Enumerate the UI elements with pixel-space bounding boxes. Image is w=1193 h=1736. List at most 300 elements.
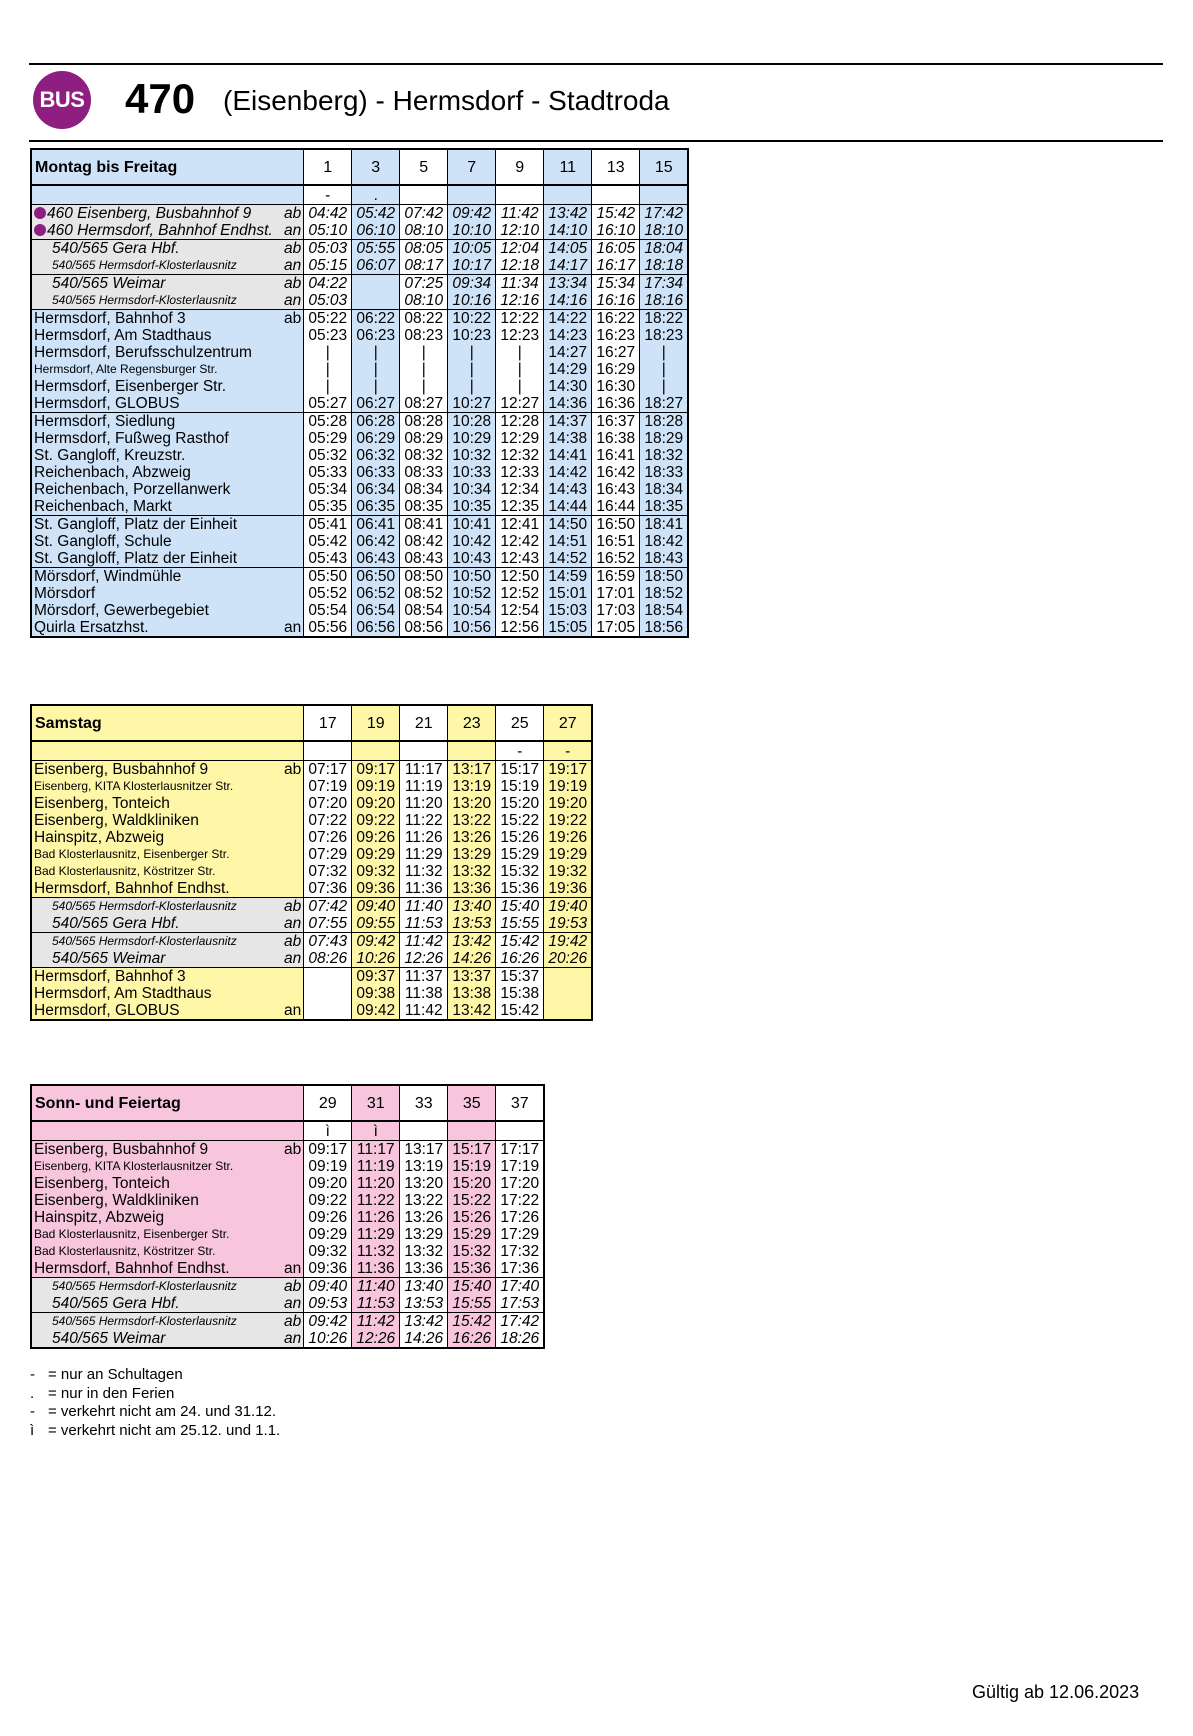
arrival-departure-flag: ab [283,240,304,258]
time-cell: 18:29 [640,430,689,447]
table-header-row [31,705,592,741]
time-cell: 10:34 [448,481,496,498]
stop-name [31,915,283,933]
time-cell: 10:27 [448,395,496,413]
time-cell: 12:22 [496,310,544,328]
time-cell: 07:17 [304,761,352,779]
stop-name: Eisenberg, KITA Klosterlausnitzer Str. [31,1158,283,1175]
time-cell: 08:10 [400,292,448,310]
stop-name-text: 540/565 Hermsdorf-Klosterlausnitz [52,1314,237,1328]
trip-mark [400,185,448,205]
time-cell: 16:23 [592,327,640,344]
time-cell: 12:28 [496,413,544,431]
time-cell: 15:03 [544,602,592,619]
table-row [31,880,592,898]
time-cell: 06:52 [352,585,400,602]
stop-name: Hermsdorf, Fußweg Rasthof [31,430,283,447]
table-row [31,915,592,933]
trip-number: 21 [400,705,448,741]
time-cell: 07:29 [304,846,352,863]
time-cell: 12:56 [496,619,544,637]
validity-note: Gültig ab 12.06.2023 [972,1682,1140,1702]
arrival-departure-flag [283,413,304,431]
time-cell: 16:05 [592,240,640,258]
time-cell: 12:52 [496,585,544,602]
time-cell: 11:38 [400,985,448,1002]
time-cell: 17:17 [496,1141,545,1159]
stop-name: Eisenberg, Busbahnhof 9 [31,1141,283,1159]
time-cell: 08:52 [400,585,448,602]
time-cell: 11:40 [352,1278,400,1296]
time-cell: 16:38 [592,430,640,447]
time-cell: 13:26 [448,829,496,846]
table-title: Sonn- und Feiertag [31,1085,304,1121]
stop-name: Hermsdorf, Bahnhof Endhst. [31,1260,283,1278]
arrival-departure-flag [283,1192,304,1209]
time-cell: 14:23 [544,327,592,344]
time-cell: | [640,344,689,361]
time-cell: | [352,344,400,361]
stop-name [31,205,283,223]
time-cell: 17:32 [496,1243,545,1260]
stop-name: St. Gangloff, Platz der Einheit [31,550,283,568]
time-cell: 18:04 [640,240,689,258]
time-cell: 16:37 [592,413,640,431]
time-cell: 14:10 [544,222,592,240]
time-cell: 06:29 [352,430,400,447]
stop-name-text: 540/565 Hermsdorf-Klosterlausnitz [52,934,237,948]
time-cell: 16:42 [592,464,640,481]
page-header [33,71,1153,137]
time-cell: 07:22 [304,812,352,829]
marks-label-cell [31,741,304,761]
stop-name: Hermsdorf, GLOBUS [31,1002,283,1020]
time-cell: 14:38 [544,430,592,447]
time-cell: 16:17 [592,257,640,275]
table-row [31,846,592,863]
time-cell: 09:26 [304,1209,352,1226]
time-cell: 19:26 [544,829,593,846]
time-cell: 10:10 [448,222,496,240]
time-cell: 06:42 [352,533,400,550]
time-cell: 09:40 [352,898,400,916]
time-cell: 13:42 [400,1313,448,1331]
trip-number: 5 [400,149,448,185]
stop-name: Mörsdorf [31,585,283,602]
time-cell: 09:20 [352,795,400,812]
time-cell: 05:29 [304,430,352,447]
time-cell: 15:19 [448,1158,496,1175]
footnote-text: = verkehrt nicht am 24. und 31.12. [48,1403,277,1420]
stop-name: Eisenberg, Tonteich [31,1175,283,1192]
time-cell: 09:29 [304,1226,352,1243]
time-cell: 14:17 [544,257,592,275]
time-cell: 05:54 [304,602,352,619]
header-rule [29,140,1163,142]
stop-name-text: 540/565 Gera Hbf. [52,915,180,932]
time-cell: 06:56 [352,619,400,637]
trip-mark [400,1121,448,1141]
time-cell: 09:22 [304,1192,352,1209]
arrival-departure-flag [283,829,304,846]
time-cell: 10:54 [448,602,496,619]
time-cell: 10:33 [448,464,496,481]
table-row [31,1243,544,1260]
time-cell: 14:44 [544,498,592,516]
time-cell: 15:20 [448,1175,496,1192]
stop-name: Eisenberg, KITA Klosterlausnitzer Str. [31,778,283,795]
table-row [31,1002,592,1020]
stop-name: St. Gangloff, Schule [31,533,283,550]
time-cell: 13:19 [448,778,496,795]
time-cell: 13:36 [400,1260,448,1278]
arrival-departure-flag [283,812,304,829]
time-cell: 09:17 [304,1141,352,1159]
arrival-departure-flag [283,447,304,464]
time-cell: 12:35 [496,498,544,516]
time-cell: 17:42 [496,1313,545,1331]
time-cell: 05:42 [304,533,352,550]
time-cell: 04:42 [304,205,352,223]
trip-number: 9 [496,149,544,185]
table-row [31,778,592,795]
time-cell: 11:20 [400,795,448,812]
time-cell: 06:50 [352,568,400,586]
time-cell: 14:27 [544,344,592,361]
arrival-departure-flag [283,516,304,534]
time-cell: 16:44 [592,498,640,516]
time-cell: 13:40 [448,898,496,916]
table-row [31,447,688,464]
time-cell: 17:20 [496,1175,545,1192]
arrival-departure-flag: an [283,950,304,968]
time-cell: 17:05 [592,619,640,637]
time-cell: 10:05 [448,240,496,258]
time-cell: 14:26 [448,950,496,968]
table-row [31,1313,544,1331]
time-cell: 05:03 [304,292,352,310]
time-cell: 15:37 [496,968,544,986]
arrival-departure-flag [283,361,304,378]
arrival-departure-flag [283,795,304,812]
table-row [31,430,688,447]
time-cell: 11:22 [352,1192,400,1209]
time-cell: 17:29 [496,1226,545,1243]
stop-name: Hermsdorf, Bahnhof 3 [31,310,283,328]
time-cell: 18:28 [640,413,689,431]
stop-name [31,292,283,310]
time-cell: 09:32 [304,1243,352,1260]
trip-mark: - [304,185,352,205]
table-row [31,327,688,344]
stop-name [31,222,283,240]
arrival-departure-flag [283,395,304,413]
time-cell: 08:05 [400,240,448,258]
time-cell: 10:50 [448,568,496,586]
time-cell: | [352,378,400,395]
time-cell: 05:35 [304,498,352,516]
time-cell: 06:27 [352,395,400,413]
time-cell: 11:20 [352,1175,400,1192]
time-cell: | [400,344,448,361]
table-row [31,585,688,602]
trip-mark [544,185,592,205]
arrival-departure-flag: ab [283,933,304,951]
table-header-row [31,149,688,185]
time-cell: 17:19 [496,1158,545,1175]
time-cell: 12:33 [496,464,544,481]
stop-name-text: 540/565 Weimar [52,950,166,967]
trip-mark [592,185,640,205]
stop-name-text: 460 Eisenberg, Busbahnhof 9 [47,205,252,222]
table-row [31,413,688,431]
time-cell: 15:19 [496,778,544,795]
arrival-departure-flag [283,968,304,986]
marks-label-cell [31,185,304,205]
arrival-departure-flag: an [283,292,304,310]
trip-mark [448,741,496,761]
route-title: (Eisenberg) - Hermsdorf - Stadtroda [223,85,670,116]
time-cell: 16:22 [592,310,640,328]
time-cell: 06:23 [352,327,400,344]
time-cell: 19:22 [544,812,593,829]
stop-name: Bad Klosterlausnitz, Köstritzer Str. [31,1243,283,1260]
time-cell: 15:34 [592,275,640,293]
time-cell: | [448,361,496,378]
trip-number: 33 [400,1085,448,1121]
trip-mark [448,1121,496,1141]
table-row [31,361,688,378]
time-cell: 15:36 [448,1260,496,1278]
time-cell: 07:36 [304,880,352,898]
time-cell: 09:32 [352,863,400,880]
arrival-departure-flag [283,481,304,498]
time-cell: 17:34 [640,275,689,293]
trip-number: 19 [352,705,400,741]
time-cell: 12:50 [496,568,544,586]
stop-name: St. Gangloff, Platz der Einheit [31,516,283,534]
time-cell: 19:19 [544,778,593,795]
table-row [31,1141,544,1159]
time-cell: 15:38 [496,985,544,1002]
trip-mark [352,741,400,761]
time-cell: 08:34 [400,481,448,498]
time-cell: 15:29 [448,1226,496,1243]
time-cell: 19:17 [544,761,593,779]
time-cell: 15:42 [496,933,544,951]
time-cell: 15:26 [448,1209,496,1226]
time-cell: 10:41 [448,516,496,534]
time-cell: 12:26 [400,950,448,968]
time-cell: 08:29 [400,430,448,447]
table-row [31,240,688,258]
time-cell: 12:23 [496,327,544,344]
time-cell: 13:40 [400,1278,448,1296]
time-cell: 09:38 [352,985,400,1002]
time-cell: 16:10 [592,222,640,240]
arrival-departure-flag [283,568,304,586]
stop-name: Hermsdorf, Siedlung [31,413,283,431]
time-cell: 12:16 [496,292,544,310]
trip-mark [400,741,448,761]
trip-number: 1 [304,149,352,185]
footnote [30,1403,280,1422]
time-cell: | [400,378,448,395]
trip-mark: ì [304,1121,352,1141]
time-cell: 16:29 [592,361,640,378]
time-cell: 09:37 [352,968,400,986]
time-cell: 14:43 [544,481,592,498]
stop-name [31,275,283,293]
table-row [31,1278,544,1296]
time-cell: 15:55 [448,1295,496,1313]
trip-number: 35 [448,1085,496,1121]
trip-mark [304,741,352,761]
arrival-departure-flag: ab [283,310,304,328]
time-cell: 09:17 [352,761,400,779]
time-cell: 08:26 [304,950,352,968]
time-cell: 12:27 [496,395,544,413]
time-cell: | [496,344,544,361]
time-cell: 08:32 [400,447,448,464]
time-cell: 16:36 [592,395,640,413]
time-cell: 10:26 [352,950,400,968]
time-cell: 13:42 [544,205,592,223]
stop-name-text: 460 Hermsdorf, Bahnhof Endhst. [47,222,273,239]
stop-name: Hermsdorf, Bahnhof 3 [31,968,283,986]
time-cell: 11:36 [400,880,448,898]
table-row [31,968,592,986]
time-cell: 12:10 [496,222,544,240]
trip-mark [496,185,544,205]
time-cell: 18:42 [640,533,689,550]
time-cell: 06:41 [352,516,400,534]
time-cell: 09:22 [352,812,400,829]
time-cell: 06:54 [352,602,400,619]
time-cell: 09:19 [304,1158,352,1175]
footnote [30,1366,280,1385]
time-cell: 19:36 [544,880,593,898]
time-cell: 10:22 [448,310,496,328]
trip-marks-row [31,185,688,205]
time-cell: 11:32 [352,1243,400,1260]
trip-mark [496,1121,545,1141]
table-row [31,498,688,516]
time-cell: 11:17 [400,761,448,779]
table-row [31,1175,544,1192]
table-header-row [31,1085,544,1121]
time-cell: 12:43 [496,550,544,568]
table-row [31,516,688,534]
time-cell: 09:34 [448,275,496,293]
time-cell: | [304,361,352,378]
time-cell: 06:35 [352,498,400,516]
time-cell: | [352,361,400,378]
time-cell: 10:26 [304,1330,352,1348]
time-cell: 15:36 [496,880,544,898]
time-cell: 13:29 [448,846,496,863]
arrival-departure-flag [283,464,304,481]
time-cell: 08:27 [400,395,448,413]
stop-name: Reichenbach, Abzweig [31,464,283,481]
table-row [31,602,688,619]
table-row [31,1295,544,1313]
time-cell: 11:29 [352,1226,400,1243]
time-cell: 11:22 [400,812,448,829]
time-cell: 07:20 [304,795,352,812]
table-title: Samstag [31,705,304,741]
stop-name-text: 540/565 Weimar [52,1330,166,1347]
time-cell: 13:36 [448,880,496,898]
time-cell: 12:26 [352,1330,400,1348]
table-row [31,933,592,951]
arrival-departure-flag [283,1243,304,1260]
time-cell: 05:28 [304,413,352,431]
trip-number: 37 [496,1085,545,1121]
stop-name [31,898,283,916]
table-row [31,378,688,395]
time-cell: 08:54 [400,602,448,619]
arrival-departure-flag [283,585,304,602]
footnote [30,1422,280,1441]
time-cell: 18:56 [640,619,689,637]
time-cell: 10:35 [448,498,496,516]
time-cell: 11:34 [496,275,544,293]
arrival-departure-flag: an [283,1295,304,1313]
time-cell: 17:36 [496,1260,545,1278]
marks-label-cell [31,1121,304,1141]
arrival-departure-flag: an [283,257,304,275]
arrival-departure-flag: ab [283,898,304,916]
time-cell: 15:22 [448,1192,496,1209]
footnote-text: = nur in den Ferien [48,1384,175,1402]
time-cell: 09:42 [448,205,496,223]
time-cell: 18:50 [640,568,689,586]
time-cell: 14:16 [544,292,592,310]
time-cell [544,968,593,986]
time-cell: 13:17 [448,761,496,779]
trip-number: 13 [592,149,640,185]
time-cell: 11:40 [400,898,448,916]
time-cell: 09:20 [304,1175,352,1192]
time-cell: 11:29 [400,846,448,863]
time-cell [304,1002,352,1020]
bus-icon [34,207,46,219]
time-cell: 10:32 [448,447,496,464]
arrival-departure-flag: ab [283,1141,304,1159]
time-cell: 09:42 [352,933,400,951]
time-cell: 11:26 [400,829,448,846]
stop-name: Bad Klosterlausnitz, Köstritzer Str. [31,863,283,880]
time-cell: 14:42 [544,464,592,481]
time-cell: 15:17 [496,761,544,779]
time-cell: 08:41 [400,516,448,534]
time-cell: 05:52 [304,585,352,602]
time-cell: 14:51 [544,533,592,550]
time-cell: 08:56 [400,619,448,637]
time-cell: 13:22 [448,812,496,829]
time-cell: 11:17 [352,1141,400,1159]
arrival-departure-flag [283,863,304,880]
time-cell: 18:26 [496,1330,545,1348]
table-row [31,550,688,568]
time-cell: 12:41 [496,516,544,534]
trip-number: 15 [640,149,689,185]
time-cell: 06:10 [352,222,400,240]
table-row [31,481,688,498]
time-cell: 07:25 [400,275,448,293]
time-cell: 09:36 [352,880,400,898]
